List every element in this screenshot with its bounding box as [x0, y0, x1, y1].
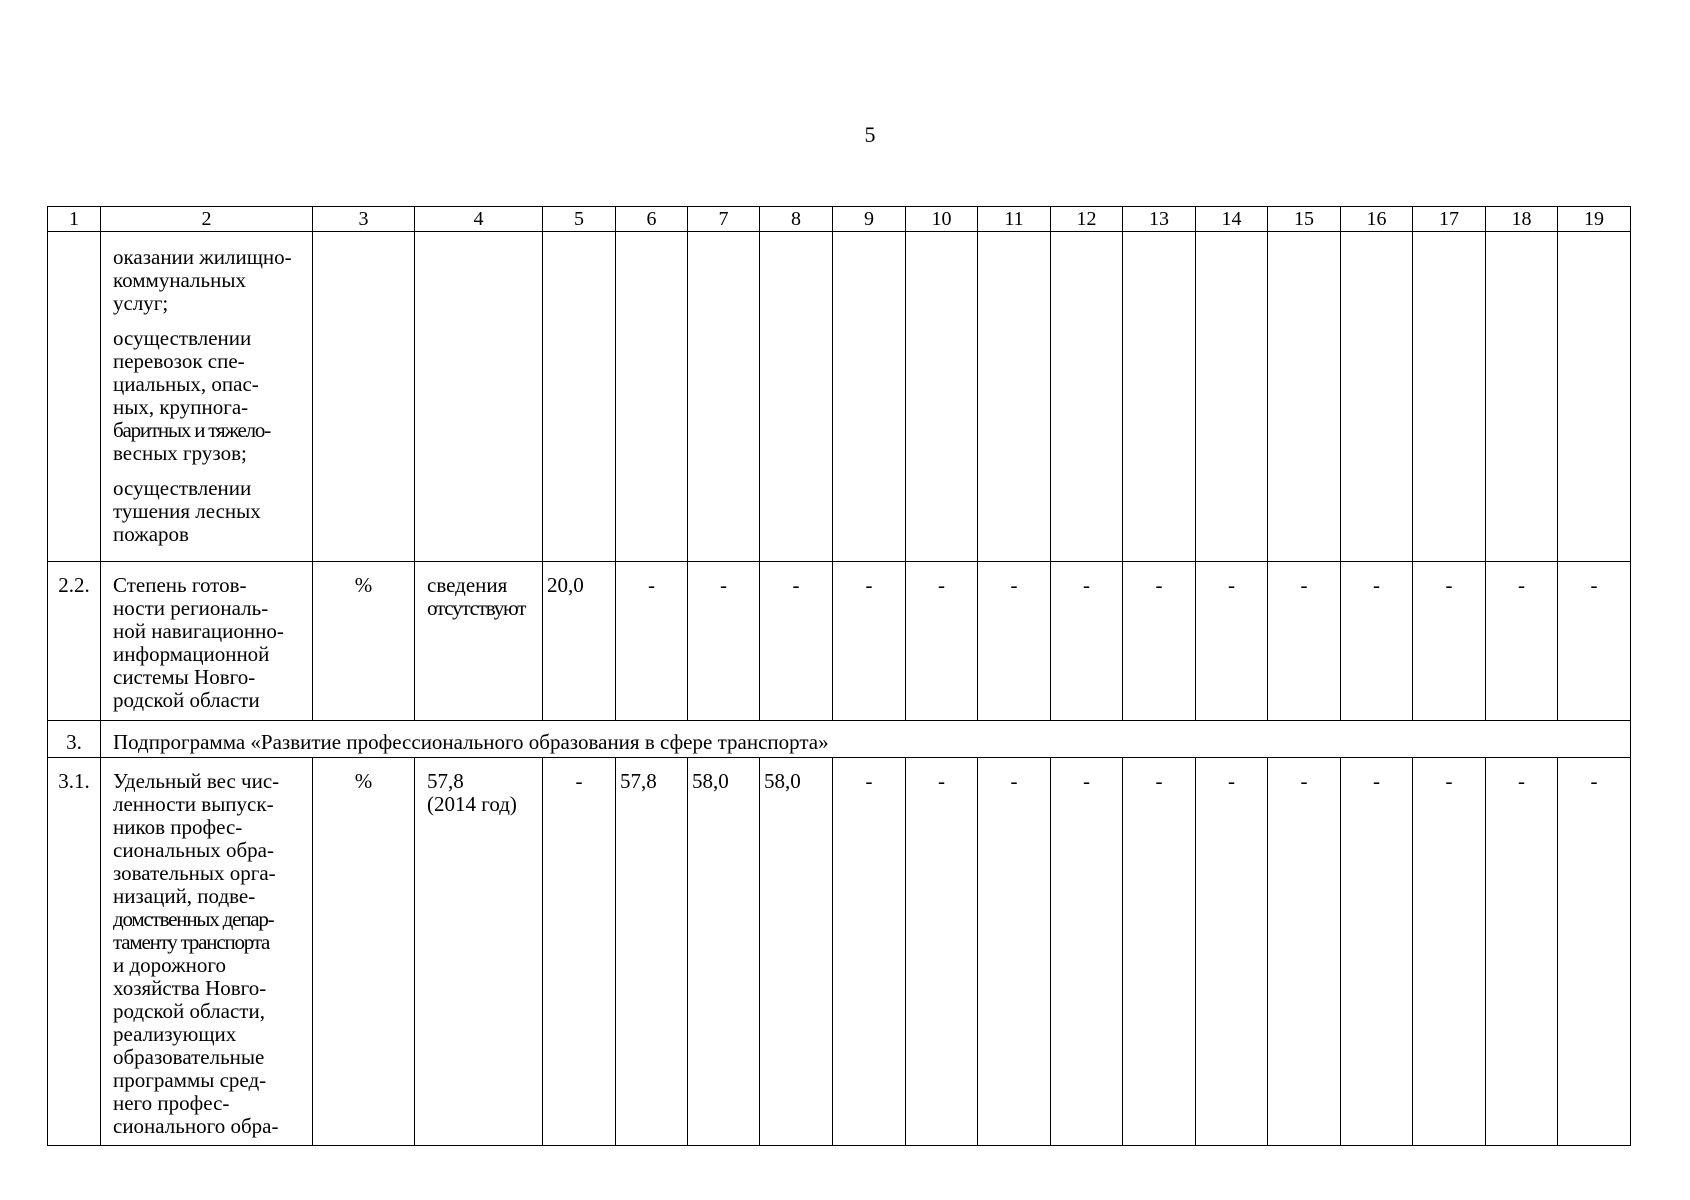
header-cell: 3	[313, 207, 415, 232]
dash-cell: -	[760, 562, 833, 721]
empty-cell	[616, 232, 688, 562]
dash-cell: -	[1196, 758, 1268, 1146]
continuation-name-cell	[101, 232, 313, 562]
empty-cell	[978, 232, 1051, 562]
indicator-name-cell	[101, 562, 313, 721]
text-line: отсутствуют	[427, 596, 526, 620]
text-line: и дорожного	[113, 953, 226, 977]
dash-cell: -	[1341, 758, 1413, 1146]
empty-cell	[415, 232, 543, 562]
text-line: оказании жилищно-	[113, 245, 292, 269]
empty-cell	[688, 232, 760, 562]
header-cell: 2	[101, 207, 313, 232]
dash-cell: -	[833, 562, 906, 721]
text-line: ников профес-	[113, 815, 243, 839]
header-cell: 13	[1123, 207, 1196, 232]
text-line: родской области	[113, 688, 260, 712]
header-cell: 1	[48, 207, 101, 232]
header-cell: 5	[543, 207, 616, 232]
section-title: Подпрограмма «Развитие профессионального образования в сфере транспорта»	[101, 721, 1631, 758]
value-cell: 58,0	[760, 758, 833, 1146]
dash-cell: -	[1051, 758, 1123, 1146]
text-line: услуг;	[113, 291, 169, 315]
row-number: 2.2.	[48, 562, 101, 721]
base-value-cell	[415, 562, 543, 721]
text-line: баритных и тяжело-	[113, 418, 270, 442]
page-number: 5	[864, 122, 876, 147]
text-line: осуществлении	[113, 476, 252, 500]
header-cell: 7	[688, 207, 760, 232]
header-cell: 16	[1341, 207, 1413, 232]
text-line: ных, крупнога-	[113, 395, 249, 419]
dash-cell: -	[1558, 562, 1631, 721]
dash-cell: -	[1413, 562, 1486, 721]
header-cell: 18	[1486, 207, 1558, 232]
empty-cell	[1341, 232, 1413, 562]
dash-cell: -	[1123, 758, 1196, 1146]
text-line: домственных депар-	[113, 907, 274, 931]
dash-cell: -	[543, 758, 616, 1146]
dash-cell: -	[1268, 758, 1341, 1146]
dash-cell: -	[1341, 562, 1413, 721]
empty-cell	[1413, 232, 1486, 562]
header-cell: 17	[1413, 207, 1486, 232]
value-cell: 20,0	[543, 562, 616, 721]
header-cell: 10	[906, 207, 978, 232]
dash-cell: -	[1051, 562, 1123, 721]
value-cell: 57,8	[616, 758, 688, 1146]
text-line: тушения лесных	[113, 499, 261, 523]
empty-cell	[313, 232, 415, 562]
empty-cell	[1123, 232, 1196, 562]
text-line: весных грузов;	[113, 441, 247, 465]
text-line: сиональных обра-	[113, 838, 274, 862]
header-row	[48, 207, 1631, 232]
text-line: ной навигационно-	[113, 619, 284, 643]
dash-cell: -	[906, 562, 978, 721]
unit-cell: %	[313, 562, 415, 721]
header-cell: 11	[978, 207, 1051, 232]
row-3-1	[48, 758, 1631, 1146]
num-cell	[48, 232, 101, 562]
header-cell: 19	[1558, 207, 1631, 232]
continuation-paragraph	[113, 246, 302, 315]
continuation-paragraph	[113, 477, 302, 546]
text-line: ленности выпуск-	[113, 792, 274, 816]
text-line: пожаров	[113, 522, 189, 546]
text-line: информационной	[113, 642, 270, 666]
unit-cell: %	[313, 758, 415, 1146]
dash-cell: -	[978, 758, 1051, 1146]
dash-cell: -	[1123, 562, 1196, 721]
text-line: образовательные	[113, 1045, 265, 1069]
empty-cell	[906, 232, 978, 562]
text-line: низаций, подве-	[113, 884, 256, 908]
empty-cell	[833, 232, 906, 562]
dash-cell: -	[1413, 758, 1486, 1146]
dash-cell: -	[1558, 758, 1631, 1146]
row-2-2	[48, 562, 1631, 721]
text-line: перевозок спе-	[113, 349, 245, 373]
header-cell: 9	[833, 207, 906, 232]
text-line: ности региональ-	[113, 596, 269, 620]
section-number: 3.	[48, 721, 101, 758]
dash-cell: -	[978, 562, 1051, 721]
dash-cell: -	[833, 758, 906, 1146]
header-cell: 12	[1051, 207, 1123, 232]
empty-cell	[1558, 232, 1631, 562]
text-line: 57,8	[427, 769, 464, 793]
value-cell: 58,0	[688, 758, 760, 1146]
base-value-cell	[415, 758, 543, 1146]
text-line: родской области,	[113, 999, 265, 1023]
dash-cell: -	[1196, 562, 1268, 721]
indicator-name-cell	[101, 758, 313, 1146]
header-cell: 8	[760, 207, 833, 232]
text-line: системы Новго-	[113, 665, 256, 689]
dash-cell: -	[1486, 562, 1558, 721]
header-cell: 15	[1268, 207, 1341, 232]
dash-cell: -	[1486, 758, 1558, 1146]
dash-cell: -	[616, 562, 688, 721]
row-number: 3.1.	[48, 758, 101, 1146]
empty-cell	[543, 232, 616, 562]
text-line: сведения	[427, 573, 508, 597]
text-line: циальных, опас-	[113, 372, 259, 396]
text-line: таменту транспорта	[113, 930, 270, 954]
dash-cell: -	[1268, 562, 1341, 721]
continuation-paragraph	[113, 327, 302, 465]
empty-cell	[1051, 232, 1123, 562]
text-line: зовательных орга-	[113, 861, 276, 885]
text-line: сионального обра-	[113, 1114, 279, 1138]
header-cell: 4	[415, 207, 543, 232]
dash-cell: -	[906, 758, 978, 1146]
text-line: хозяйства Новго-	[113, 976, 267, 1000]
text-line: Степень готов-	[113, 573, 247, 597]
empty-cell	[760, 232, 833, 562]
indicators-table	[47, 206, 1631, 1146]
text-line: (2014 год)	[427, 792, 517, 816]
text-line: реализующих	[113, 1022, 237, 1046]
empty-cell	[1486, 232, 1558, 562]
section-3-row	[48, 721, 1631, 758]
text-line: Удельный вес чис-	[113, 769, 280, 793]
header-cell: 6	[616, 207, 688, 232]
empty-cell	[1196, 232, 1268, 562]
text-line: коммунальных	[113, 268, 246, 292]
text-line: осуществлении	[113, 326, 252, 350]
text-line: программы сред-	[113, 1068, 267, 1092]
text-line: него профес-	[113, 1091, 230, 1115]
continuation-row	[48, 232, 1631, 562]
dash-cell: -	[688, 562, 760, 721]
header-cell: 14	[1196, 207, 1268, 232]
empty-cell	[1268, 232, 1341, 562]
